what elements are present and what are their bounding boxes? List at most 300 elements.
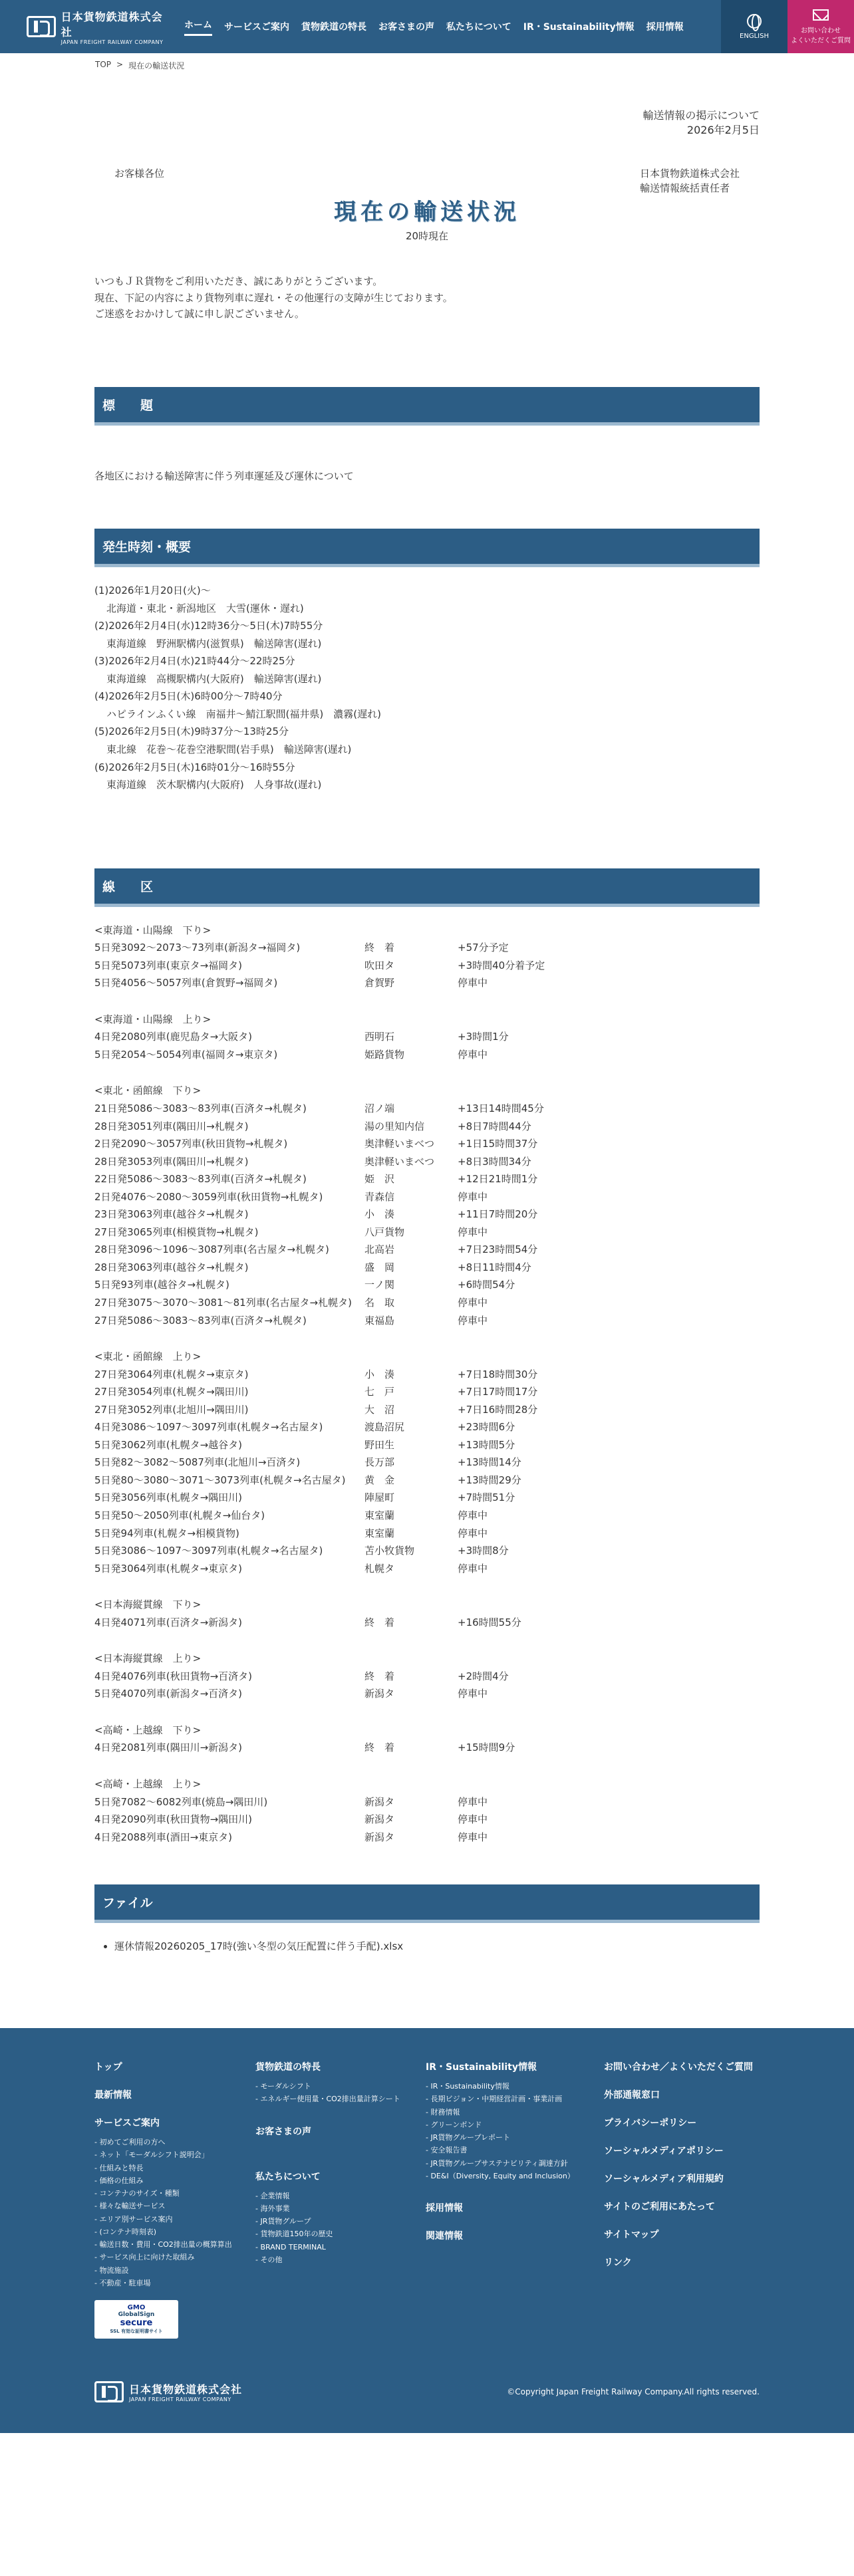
line-group	[94, 1722, 760, 1757]
train-name: 5日発3064列車(札幌タ→東京タ)	[94, 1562, 242, 1575]
train-delay: 停車中	[458, 1795, 488, 1808]
train-delay: +2時間4分	[458, 1670, 509, 1682]
footer-sub-link[interactable]: - 初めてご利用の方へ	[94, 2138, 166, 2147]
footer-sub-link[interactable]: - サービス向上に向けた取組み	[94, 2253, 195, 2262]
line-group-title: <東北・函館線 下り>	[94, 1085, 202, 1097]
train-name: 28日発3051列車(隅田川→札幌タ)	[94, 1120, 249, 1132]
footer-sub-link[interactable]: - (コンテナ時刻表)	[94, 2227, 157, 2236]
notice-date: 2026年2月5日	[686, 124, 760, 137]
footer-link-voice[interactable]: お客さまの声	[255, 2126, 311, 2137]
contact-button[interactable]	[787, 0, 854, 53]
nav-voice[interactable]	[372, 0, 440, 53]
footer-sub-link[interactable]: - JR貨物グループ	[255, 2217, 311, 2226]
train-row	[94, 1542, 760, 1560]
train-delay: 停車中	[458, 1688, 488, 1700]
train-row	[94, 1739, 760, 1757]
train-name: 27日発3075～3070～3081～81列車(名古屋タ→札幌タ)	[94, 1296, 352, 1309]
train-row	[94, 1436, 760, 1454]
logo-jp: 日本貨物鉄道株式会社	[61, 10, 163, 39]
train-delay: 停車中	[458, 1190, 488, 1203]
footer-about-list	[255, 2190, 426, 2267]
nav-about[interactable]	[440, 0, 517, 53]
train-location: 七 戸	[364, 1386, 395, 1398]
event-head: (6)2026年2月5日(木)16時01分～16時55分	[94, 761, 295, 773]
train-location: 奥津軽いまべつ	[364, 1155, 435, 1168]
breadcrumb-top[interactable]: TOP	[95, 60, 112, 69]
footer-col-ir	[426, 2060, 604, 2339]
section-subject-heading: 標 題	[94, 387, 760, 426]
train-name: 5日発3056列車(札幌タ→隅田川)	[94, 1491, 242, 1504]
intro-line: ご迷惑をおかけして誠に申し訳ございません。	[94, 308, 305, 321]
nav-ir-label: IR・Sustainability情報	[523, 22, 635, 33]
line-group	[94, 1011, 760, 1064]
footer-sub-link[interactable]: - 安全報告書	[426, 2146, 468, 2155]
train-location: 東室蘭	[364, 1509, 395, 1521]
footer-sub-link[interactable]: - BRAND TERMINAL	[255, 2242, 326, 2252]
event-detail: ハピラインふくい線 南福井～鯖江駅間(福井県) 濃霧(遅れ)	[106, 708, 381, 720]
intro-text	[94, 273, 760, 322]
train-delay: 停車中	[458, 977, 488, 989]
event-head: (1)2026年1月20日(火)～	[94, 584, 211, 597]
train-name: 27日発3064列車(札幌タ→東京タ)	[94, 1368, 249, 1380]
footer-sub-link[interactable]: - グリーンボンド	[426, 2120, 482, 2129]
english-button[interactable]	[721, 0, 787, 53]
file-link[interactable]: 運休情報20260205_17時(強い冬型の気圧配置に伴う手配).xlsx	[114, 1940, 404, 1953]
logo-en: JAPAN FREIGHT RAILWAY COMPANY	[61, 39, 164, 45]
train-location: 東福島	[364, 1314, 395, 1327]
train-delay: +16時間55分	[458, 1616, 521, 1628]
train-delay: +57分予定	[458, 942, 509, 954]
footer-sub-link[interactable]: - 価格の仕組み	[94, 2176, 144, 2185]
event-head: (5)2026年2月5日(木)9時37分～13時25分	[94, 725, 289, 738]
footer-link-related[interactable]: 関連情報	[426, 2231, 463, 2242]
train-location: 小 湊	[364, 1368, 395, 1380]
nav-features-label: 貨物鉄道の特長	[301, 22, 366, 33]
train-name: 27日発3054列車(札幌タ→隅田川)	[94, 1386, 249, 1398]
train-name: 4日発3086～1097～3097列車(札幌タ→名古屋タ)	[94, 1421, 323, 1434]
footer-policy-link[interactable]: プライバシーポリシー	[604, 2118, 697, 2129]
footer-sub-link[interactable]: - 財務情報	[426, 2107, 460, 2117]
train-name: 5日発4070列車(新潟タ→百済タ)	[94, 1688, 242, 1700]
train-name: 5日発3086～1097～3097列車(札幌タ→名古屋タ)	[94, 1545, 323, 1557]
nav-features[interactable]	[295, 0, 372, 53]
footer-spacer	[255, 2152, 426, 2170]
breadcrumb	[0, 53, 854, 78]
event-head: (3)2026年2月4日(水)21時44分～22時25分	[94, 655, 295, 668]
train-delay: +12日21時間1分	[458, 1173, 538, 1186]
train-delay: +8日3時間34分	[458, 1155, 531, 1168]
event-detail: 北海道・東北・新潟地区 大雪(運休・遅れ)	[106, 602, 304, 614]
train-row	[94, 1276, 760, 1294]
train-name: 5日発82～3082～5087列車(北旭川→百済タ)	[94, 1456, 301, 1469]
nav-voice-label: お客さまの声	[378, 22, 434, 33]
nav-home-label: ホーム	[184, 18, 212, 36]
line-group	[94, 1082, 760, 1329]
train-row	[94, 1472, 760, 1489]
train-row	[94, 1614, 760, 1632]
train-row	[94, 1685, 760, 1703]
footer-sub-link[interactable]: - IR・Sustainability情報	[426, 2082, 509, 2091]
line-groups	[94, 922, 760, 1847]
train-name: 5日発4056～5057列車(倉賀野→福岡タ)	[94, 977, 278, 989]
train-location: 新潟タ	[364, 1688, 395, 1700]
train-delay: 停車中	[458, 1225, 488, 1238]
train-location: 野田生	[364, 1438, 395, 1451]
nav-service[interactable]	[218, 0, 295, 53]
nav-ir[interactable]	[517, 0, 640, 53]
train-delay: +3時間8分	[458, 1545, 509, 1557]
train-name: 4日発4071列車(百済タ→新潟タ)	[94, 1616, 242, 1628]
train-location: 終 着	[364, 942, 395, 954]
train-location: 八戸貨物	[364, 1225, 405, 1238]
footer-columns	[94, 2060, 760, 2339]
events-list	[94, 582, 760, 794]
footer-sub-link[interactable]: - エリア別サービス案内	[94, 2214, 173, 2224]
train-row	[94, 1312, 760, 1330]
footer-sub-link[interactable]: - 物流施設	[94, 2265, 129, 2275]
train-location: 盛 岡	[364, 1261, 395, 1273]
train-row	[94, 1206, 760, 1224]
train-name: 23日発3063列車(越谷タ→札幌タ)	[94, 1208, 249, 1221]
train-location: 姫路貨物	[364, 1048, 405, 1061]
footer-link-news[interactable]: 最新情報	[94, 2090, 132, 2101]
train-delay: +7日17時間17分	[458, 1386, 538, 1398]
train-name: 5日発94列車(札幌タ→相模貨物)	[94, 1527, 239, 1539]
train-delay: +7日23時間54分	[458, 1243, 538, 1256]
section-lines-heading: 線 区	[94, 868, 760, 907]
train-name: 21日発5086～3083～83列車(百済タ→札幌タ)	[94, 1102, 307, 1114]
train-name: 4日発2080列車(鹿児島タ→大阪タ)	[94, 1031, 252, 1043]
train-row	[94, 1259, 760, 1277]
train-name: 5日発5073列車(東京タ→福岡タ)	[94, 959, 242, 971]
train-delay: +3時間40分着予定	[458, 959, 545, 971]
train-delay: 停車中	[458, 1314, 488, 1327]
train-location: 奥津軽いまべつ	[364, 1138, 435, 1150]
footer-sub-link[interactable]: - DE&I（Diversity, Equity and Inclusion）	[426, 2171, 575, 2180]
footer-bottom	[94, 2381, 760, 2433]
train-name: 5日発93列車(越谷タ→札幌タ)	[94, 1279, 229, 1291]
site-header	[0, 0, 854, 53]
page-title: 現在の輸送状況	[334, 198, 520, 225]
train-location: 新潟タ	[364, 1795, 395, 1808]
train-delay: +23時間6分	[458, 1421, 515, 1434]
intro-line: 現在、下記の内容により貨物列車に遅れ・その他運行の支障が生じております。	[94, 291, 453, 304]
train-name: 2日発2090～3057列車(秋田貨物→札幌タ)	[94, 1138, 288, 1150]
train-name: 2日発4076～2080～3059列車(秋田貨物→札幌タ)	[94, 1190, 323, 1203]
train-row	[94, 1418, 760, 1436]
train-row	[94, 1135, 760, 1153]
train-row	[94, 1153, 760, 1171]
train-delay: 停車中	[458, 1048, 488, 1061]
line-group-title: <日本海縦貫線 下り>	[94, 1599, 202, 1611]
gmo-seal-text: SSL 有効な証明書サイト	[110, 2329, 163, 2335]
intro-line: いつもＪＲ貨物をご利用いただき、誠にありがとうございます。	[94, 275, 383, 287]
footer-spacer	[426, 2184, 604, 2201]
event-detail: 東海道線 高槻駅構内(大阪府) 輸送障害(遅れ)	[106, 672, 322, 685]
train-row	[94, 1383, 760, 1401]
train-row	[94, 1454, 760, 1472]
nav-home[interactable]	[178, 0, 218, 53]
train-row	[94, 1118, 760, 1136]
train-name: 4日発4076列車(秋田貨物→百済タ)	[94, 1670, 252, 1682]
train-delay: +8日11時間4分	[458, 1261, 531, 1273]
site-logo[interactable]	[0, 9, 173, 45]
footer-sub-link[interactable]: - コンテナのサイズ・種類	[94, 2189, 180, 2198]
footer-sub-link[interactable]: - 海外事業	[255, 2204, 290, 2213]
train-name: 27日発3052列車(北旭川→隅田川)	[94, 1403, 249, 1416]
footer-sub-link[interactable]: - 長期ビジョン・中期経営計画・事業計画	[426, 2095, 563, 2104]
train-row	[94, 1829, 760, 1847]
main-content	[94, 108, 760, 1953]
train-delay: 停車中	[458, 1813, 488, 1826]
footer-spacer	[255, 2107, 426, 2125]
page-subtitle: 20時現在	[405, 229, 449, 242]
train-delay: +13時間29分	[458, 1474, 521, 1486]
copyright: ©Copyright Japan Freight Railway Company.All rights reserved.	[507, 2387, 760, 2397]
train-row	[94, 1811, 760, 1829]
subject-text: 各地区における輸送障害に伴う列車運延及び運休について	[94, 470, 354, 483]
addressee: お客様各位	[114, 167, 165, 180]
line-group-title: <東海道・山陽線 上り>	[94, 1013, 212, 1025]
train-location: 終 着	[364, 1670, 395, 1682]
train-row	[94, 1294, 760, 1312]
footer-sub-link[interactable]: - 様々な輸送サービス	[94, 2202, 166, 2211]
footer-logo-text	[129, 2381, 242, 2402]
train-location: 長万部	[364, 1456, 395, 1469]
line-group-title: <高崎・上越線 下り>	[94, 1724, 202, 1736]
train-name: 28日発3053列車(隅田川→札幌タ)	[94, 1155, 249, 1168]
train-delay: +13時間5分	[458, 1438, 515, 1451]
train-location: 東室蘭	[364, 1527, 395, 1539]
footer-policy-link[interactable]: お問い合わせ／よくいただくご質問	[604, 2062, 753, 2073]
train-row	[94, 1793, 760, 1811]
footer-sub-link[interactable]: - JR貨物グループサステナビリティ調達方針	[426, 2158, 568, 2168]
footer-sub-link[interactable]: - JR貨物グループレポート	[426, 2133, 511, 2142]
footer-policy-link[interactable]: ソーシャルメディアポリシー	[604, 2146, 724, 2157]
logo-text	[61, 9, 173, 45]
train-row	[94, 1028, 760, 1046]
train-location: 湯の里知内信	[364, 1120, 425, 1132]
train-row	[94, 1366, 760, 1384]
train-location: 姫 沢	[364, 1173, 395, 1186]
gmo-seal-text: secure	[120, 2318, 153, 2329]
train-location: 札幌タ	[364, 1562, 395, 1575]
train-row	[94, 1224, 760, 1241]
nav-recruit[interactable]	[640, 0, 690, 53]
train-location: 終 着	[364, 1616, 395, 1628]
train-location: 小 湊	[364, 1208, 395, 1221]
footer-sub-link[interactable]: - 輸送日数・費用・CO2排出量の概算算出	[94, 2240, 232, 2250]
contact-label-1: お問い合わせ	[801, 27, 841, 35]
footer-link-service[interactable]: サービスご案内	[94, 2118, 160, 2129]
section-occurrence-heading: 発生時刻・概要	[94, 529, 760, 567]
train-row	[94, 974, 760, 992]
train-location: 新潟タ	[364, 1813, 395, 1826]
train-name: 4日発2090列車(秋田貨物→隅田川)	[94, 1813, 252, 1826]
train-row	[94, 1507, 760, 1525]
train-location: 新潟タ	[364, 1831, 395, 1843]
line-group-title: <東海道・山陽線 下り>	[94, 924, 212, 936]
line-group	[94, 922, 760, 992]
train-location: 終 着	[364, 1741, 395, 1754]
footer-link-features[interactable]: 貨物鉄道の特長	[255, 2062, 321, 2073]
train-name: 27日発3065列車(相模貨物→札幌タ)	[94, 1225, 259, 1238]
train-name: 5日発50～2050列車(札幌タ→仙台タ)	[94, 1509, 265, 1521]
train-name: 22日発5086～3083～83列車(百済タ→札幌タ)	[94, 1173, 307, 1186]
footer-sub-link[interactable]: - 仕組みと特長	[94, 2163, 144, 2172]
line-group-title: <高崎・上越線 上り>	[94, 1778, 202, 1791]
train-location: 沼ノ端	[364, 1102, 395, 1114]
file-item	[114, 1939, 760, 1953]
footer-ir-list	[426, 2080, 604, 2182]
file-list	[94, 1939, 760, 1953]
train-location: 倉賀野	[364, 977, 395, 989]
footer-sub-link[interactable]: - ネット「モーダルシフト説明会」	[94, 2150, 209, 2160]
footer-policy-link[interactable]: ソーシャルメディア利用規約	[604, 2174, 724, 2185]
sender	[640, 166, 740, 196]
train-location: 黄 金	[364, 1474, 395, 1486]
nav-service-label: サービスご案内	[224, 22, 289, 33]
line-group	[94, 1775, 760, 1846]
globe-icon	[747, 14, 762, 29]
line-group-title: <東北・函館線 上り>	[94, 1351, 202, 1363]
train-name: 5日発3092～2073～73列車(新潟タ→福岡タ)	[94, 942, 301, 954]
train-location: 一ノ関	[364, 1279, 395, 1291]
train-row	[94, 1170, 760, 1188]
train-delay: +13時間14分	[458, 1456, 521, 1469]
line-group	[94, 1650, 760, 1703]
footer-col-policies	[604, 2060, 760, 2339]
gmo-seal-text: GMO	[127, 2304, 146, 2312]
english-label: ENGLISH	[740, 32, 769, 40]
train-location: 名 取	[364, 1296, 395, 1309]
train-location: 大 沼	[364, 1403, 395, 1416]
train-row	[94, 1100, 760, 1118]
train-row	[94, 939, 760, 957]
line-group	[94, 1596, 760, 1631]
train-delay: 停車中	[458, 1527, 488, 1539]
event-detail: 東北線 花巻～花巻空港駅間(岩手県) 輸送障害(遅れ)	[106, 743, 352, 755]
nav-recruit-label: 採用情報	[646, 22, 684, 33]
train-location: 西明石	[364, 1031, 395, 1043]
footer-sub-link[interactable]: - その他	[255, 2255, 283, 2264]
jr-logo-icon	[94, 2381, 124, 2402]
train-delay: 停車中	[458, 1509, 488, 1521]
train-delay: 停車中	[458, 1562, 488, 1575]
train-delay: +6時間54分	[458, 1279, 515, 1291]
train-row	[94, 1241, 760, 1259]
notice-header	[94, 108, 760, 138]
train-name: 5日発2054～5054列車(福岡タ→東京タ)	[94, 1048, 278, 1061]
gmo-seal-text: GlobalSign	[118, 2311, 155, 2319]
train-name: 27日発5086～3083～83列車(百済タ→札幌タ)	[94, 1314, 307, 1327]
footer-logo-en: JAPAN FREIGHT RAILWAY COMPANY	[129, 2396, 231, 2403]
jr-logo-icon	[27, 16, 56, 37]
footer-features-list	[255, 2080, 426, 2106]
train-location: 陣屋町	[364, 1491, 395, 1504]
address-row	[94, 166, 760, 196]
train-row	[94, 957, 760, 975]
train-row	[94, 1188, 760, 1206]
train-location: 苫小牧貨物	[364, 1545, 415, 1557]
train-name: 5日発7082～6082列車(焼島→隅田川)	[94, 1795, 268, 1808]
train-delay: 停車中	[458, 1296, 488, 1309]
footer-link-ir[interactable]: IR・Sustainability情報	[426, 2062, 537, 2073]
train-location: 北高岩	[364, 1243, 395, 1256]
train-location: 吹田タ	[364, 959, 395, 971]
train-location: 青森信	[364, 1190, 395, 1203]
footer-sub-link[interactable]: - モーダルシフト	[255, 2082, 311, 2091]
train-location: 渡島沼尻	[364, 1421, 405, 1434]
event-detail: 東海道線 野洲駅構内(滋賀県) 輸送障害(遅れ)	[106, 637, 322, 650]
train-row	[94, 1401, 760, 1419]
footer-sub-link[interactable]: - 不動産・駐車場	[94, 2278, 151, 2287]
train-delay: +1日15時間37分	[458, 1138, 538, 1150]
train-delay: +7日18時間30分	[458, 1368, 538, 1380]
footer-col-service	[94, 2060, 255, 2339]
footer-logo[interactable]	[94, 2381, 242, 2402]
footer-sub-link[interactable]: - 企業情報	[255, 2191, 290, 2200]
footer-link-about[interactable]: 私たちについて	[255, 2171, 321, 2182]
train-delay: +7日16時間28分	[458, 1403, 538, 1416]
train-delay: +7時間51分	[458, 1491, 515, 1504]
notice-title: 輸送情報の掲示について	[642, 109, 760, 122]
nav-about-label: 私たちについて	[446, 22, 511, 33]
section-files-heading: ファイル	[94, 1884, 760, 1923]
train-name: 4日発2081列車(隅田川→新潟タ)	[94, 1741, 242, 1754]
train-delay: +11日7時間20分	[458, 1208, 538, 1221]
sender-company: 日本貨物鉄道株式会社	[639, 167, 740, 180]
event-head: (2)2026年2月4日(水)12時36分～5日(木)7時55分	[94, 620, 323, 632]
sender-role: 輸送情報統括責任者	[639, 182, 730, 195]
footer-link-recruit[interactable]: 採用情報	[426, 2203, 463, 2214]
main-nav	[178, 0, 721, 53]
footer-logo-jp: 日本貨物鉄道株式会社	[129, 2383, 243, 2396]
footer-policy-link[interactable]: サイトのご利用にあたって	[604, 2202, 716, 2213]
footer-link-top[interactable]: トップ	[94, 2062, 122, 2073]
train-delay: +13日14時間45分	[458, 1102, 544, 1114]
train-row	[94, 1489, 760, 1507]
footer-policy-link[interactable]: 外部通報窓口	[604, 2090, 660, 2101]
train-delay: +15時間9分	[458, 1741, 515, 1754]
gmo-globalsign-seal[interactable]	[94, 2300, 178, 2339]
footer-policy-link[interactable]: リンク	[604, 2257, 632, 2269]
breadcrumb-separator: >	[116, 60, 124, 69]
train-name: 5日発3062列車(札幌タ→越谷タ)	[94, 1438, 242, 1451]
train-row	[94, 1525, 760, 1543]
line-group-title: <日本海縦貫線 上り>	[94, 1652, 202, 1665]
footer-col-features	[255, 2060, 426, 2339]
footer-sub-link[interactable]: - エネルギー使用量・CO2排出量計算シート	[255, 2095, 400, 2104]
train-row	[94, 1046, 760, 1064]
event-head: (4)2026年2月5日(木)6時00分～7時40分	[94, 690, 283, 703]
train-row	[94, 1668, 760, 1686]
breadcrumb-current: 現在の輸送状況	[128, 61, 185, 70]
event-detail: 東海道線 茨木駅構内(大阪府) 人身事故(遅れ)	[106, 779, 322, 791]
train-name: 5日発80～3080～3071～3073列車(札幌タ→名古屋タ)	[94, 1474, 346, 1486]
train-delay: +8日7時間44分	[458, 1120, 531, 1132]
train-delay: +3時間1分	[458, 1031, 509, 1043]
train-name: 4日発2088列車(酒田→東京タ)	[94, 1831, 232, 1843]
footer-sub-link[interactable]: - 貨物鉄道150年の歴史	[255, 2230, 333, 2239]
footer-service-list	[94, 2136, 255, 2289]
train-name: 28日発3063列車(越谷タ→札幌タ)	[94, 1261, 249, 1273]
site-footer	[0, 2028, 854, 2433]
contact-label-2: よくいただくご質問	[791, 37, 851, 45]
mail-icon	[813, 9, 829, 21]
train-row	[94, 1560, 760, 1578]
footer-policy-link[interactable]: サイトマップ	[604, 2230, 659, 2241]
